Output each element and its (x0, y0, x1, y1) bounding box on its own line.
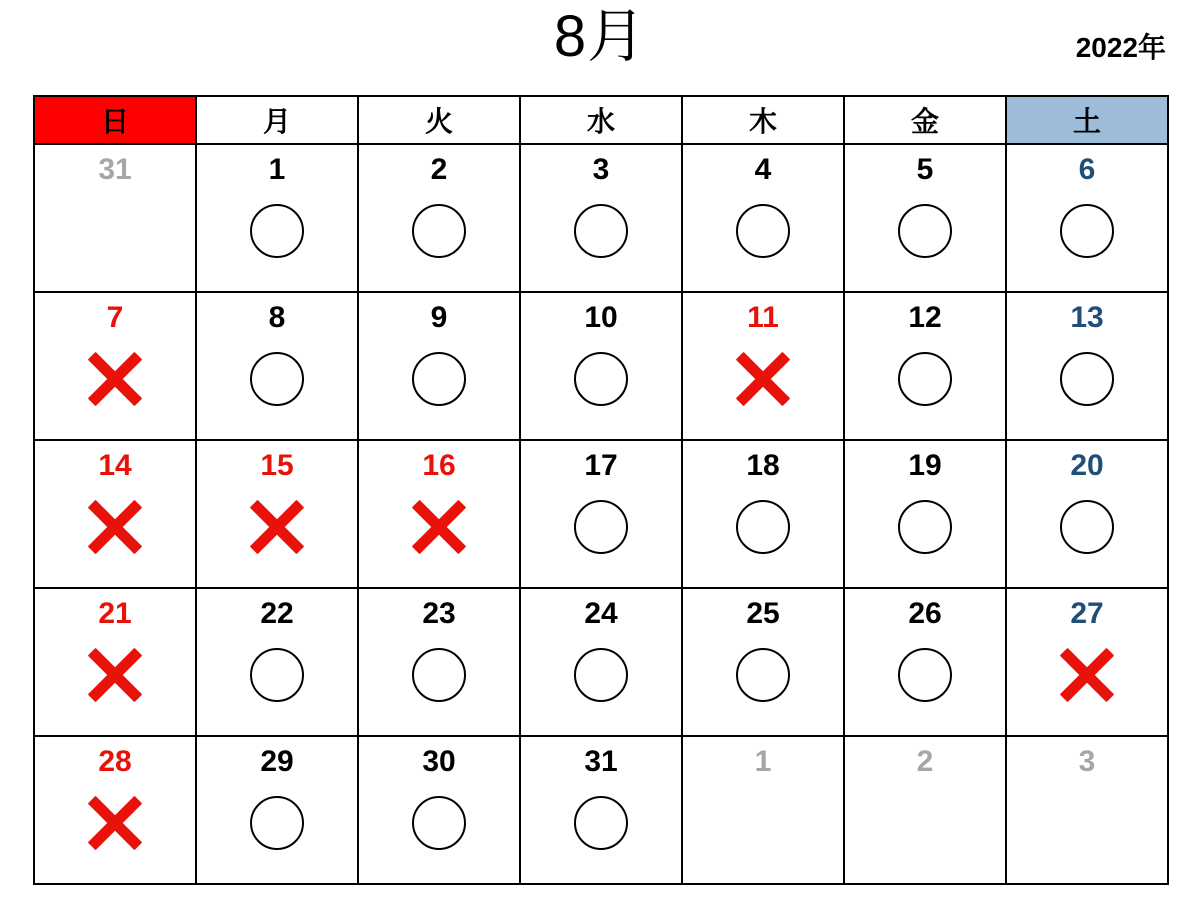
day-cell[interactable] (1006, 144, 1168, 292)
day-mark-area (359, 327, 519, 431)
day-mark-area (1007, 327, 1167, 431)
circle-icon (250, 648, 304, 702)
day-number: 6 (1078, 153, 1096, 186)
day-mark-area (521, 179, 681, 283)
day-number: 28 (98, 745, 132, 778)
day-cell[interactable] (520, 292, 682, 440)
cross-icon (1059, 647, 1115, 703)
circle-icon (1060, 500, 1114, 554)
day-number: 25 (746, 597, 780, 630)
day-cell[interactable] (196, 440, 358, 588)
circle-icon (736, 648, 790, 702)
circle-icon (412, 352, 466, 406)
day-number: 8 (268, 301, 286, 334)
day-cell[interactable] (358, 440, 520, 588)
day-number: 24 (584, 597, 618, 630)
calendar-week-row (34, 736, 1168, 884)
day-cell[interactable] (844, 736, 1006, 884)
cross-icon (735, 351, 791, 407)
day-mark-area (845, 771, 1005, 875)
day-cell[interactable] (34, 736, 196, 884)
day-cell[interactable] (34, 588, 196, 736)
circle-icon (574, 796, 628, 850)
day-number: 26 (908, 597, 942, 630)
circle-icon (736, 500, 790, 554)
day-cell[interactable] (358, 588, 520, 736)
day-number: 29 (260, 745, 294, 778)
weekday-header-row (34, 96, 1168, 144)
day-mark-area (197, 475, 357, 579)
day-number: 7 (106, 301, 124, 334)
day-cell[interactable] (1006, 588, 1168, 736)
calendar-body (34, 144, 1168, 884)
calendar-week-row (34, 588, 1168, 736)
day-number: 18 (746, 449, 780, 482)
circle-icon (898, 648, 952, 702)
day-cell[interactable] (682, 736, 844, 884)
day-cell[interactable] (682, 588, 844, 736)
cross-icon (87, 351, 143, 407)
day-cell[interactable] (196, 292, 358, 440)
day-number: 31 (98, 153, 132, 186)
day-cell[interactable] (682, 144, 844, 292)
day-mark-area (197, 179, 357, 283)
circle-icon (898, 352, 952, 406)
calendar-week-row (34, 144, 1168, 292)
day-number: 13 (1070, 301, 1104, 334)
day-mark-area (35, 623, 195, 727)
day-cell[interactable] (520, 736, 682, 884)
day-mark-area (197, 327, 357, 431)
day-number: 2 (916, 745, 934, 778)
day-number: 10 (584, 301, 618, 334)
day-cell[interactable] (520, 588, 682, 736)
day-number: 22 (260, 597, 294, 630)
day-cell[interactable] (844, 588, 1006, 736)
day-mark-area (197, 771, 357, 875)
day-mark-area (845, 623, 1005, 727)
circle-icon (250, 796, 304, 850)
weekday-header-saturday: 土 (1006, 96, 1168, 144)
circle-icon (574, 648, 628, 702)
day-mark-area (1007, 623, 1167, 727)
day-cell[interactable] (520, 440, 682, 588)
day-number: 30 (422, 745, 456, 778)
day-mark-area (521, 623, 681, 727)
day-mark-area (1007, 771, 1167, 875)
day-mark-area (359, 179, 519, 283)
day-mark-area (521, 771, 681, 875)
day-mark-area (683, 623, 843, 727)
day-cell[interactable] (682, 440, 844, 588)
day-number: 27 (1070, 597, 1104, 630)
day-mark-area (521, 327, 681, 431)
day-number: 21 (98, 597, 132, 630)
day-number: 5 (916, 153, 934, 186)
circle-icon (1060, 204, 1114, 258)
page-title: 8月 (553, 4, 647, 69)
day-mark-area (1007, 179, 1167, 283)
day-mark-area (35, 327, 195, 431)
day-number: 1 (754, 745, 772, 778)
day-cell[interactable] (520, 144, 682, 292)
day-number: 3 (592, 153, 610, 186)
weekday-header-sunday: 日 (34, 96, 196, 144)
circle-icon (736, 204, 790, 258)
day-cell[interactable] (34, 144, 196, 292)
weekday-header-thursday: 木 (682, 96, 844, 144)
day-number: 1 (268, 153, 286, 186)
calendar-table (33, 95, 1169, 885)
day-mark-area (521, 475, 681, 579)
day-cell[interactable] (1006, 292, 1168, 440)
day-cell[interactable] (196, 144, 358, 292)
day-cell[interactable] (358, 292, 520, 440)
day-mark-area (359, 771, 519, 875)
day-cell[interactable] (196, 588, 358, 736)
day-mark-area (35, 475, 195, 579)
day-mark-area (683, 771, 843, 875)
day-cell[interactable] (1006, 440, 1168, 588)
weekday-header-wednesday: 水 (520, 96, 682, 144)
circle-icon (1060, 352, 1114, 406)
circle-icon (574, 352, 628, 406)
circle-icon (250, 204, 304, 258)
day-number: 16 (422, 449, 456, 482)
day-number: 14 (98, 449, 132, 482)
calendar-week-row (34, 440, 1168, 588)
circle-icon (250, 352, 304, 406)
day-number: 2 (430, 153, 448, 186)
day-number: 17 (584, 449, 618, 482)
day-mark-area (845, 327, 1005, 431)
day-mark-area (359, 623, 519, 727)
day-cell[interactable] (1006, 736, 1168, 884)
weekday-header-tuesday: 火 (358, 96, 520, 144)
day-mark-area (683, 475, 843, 579)
day-mark-area (845, 475, 1005, 579)
cross-icon (87, 795, 143, 851)
day-number: 15 (260, 449, 294, 482)
day-number: 9 (430, 301, 448, 334)
day-mark-area (197, 623, 357, 727)
day-number: 20 (1070, 449, 1104, 482)
weekday-header-monday: 月 (196, 96, 358, 144)
cross-icon (87, 499, 143, 555)
circle-icon (898, 204, 952, 258)
day-mark-area (359, 475, 519, 579)
day-mark-area (1007, 475, 1167, 579)
day-cell[interactable] (844, 292, 1006, 440)
day-number: 23 (422, 597, 456, 630)
circle-icon (412, 204, 466, 258)
cross-icon (249, 499, 305, 555)
day-cell[interactable] (358, 144, 520, 292)
circle-icon (898, 500, 952, 554)
day-number: 19 (908, 449, 942, 482)
day-cell[interactable] (34, 440, 196, 588)
weekday-header-friday: 金 (844, 96, 1006, 144)
day-number: 31 (584, 745, 618, 778)
circle-icon (574, 500, 628, 554)
cross-icon (411, 499, 467, 555)
day-mark-area (683, 179, 843, 283)
calendar-week-row (34, 292, 1168, 440)
day-cell[interactable] (844, 440, 1006, 588)
year-label: 2022年 (1075, 32, 1166, 63)
day-cell[interactable] (34, 292, 196, 440)
day-number: 3 (1078, 745, 1096, 778)
day-number: 12 (908, 301, 942, 334)
day-mark-area (845, 179, 1005, 283)
day-number: 11 (747, 301, 779, 334)
calendar-header (0, 0, 1200, 90)
circle-icon (412, 796, 466, 850)
day-mark-area (35, 771, 195, 875)
day-mark-area (35, 179, 195, 283)
circle-icon (412, 648, 466, 702)
day-cell[interactable] (196, 736, 358, 884)
day-mark-area (683, 327, 843, 431)
day-cell[interactable] (682, 292, 844, 440)
cross-icon (87, 647, 143, 703)
day-cell[interactable] (844, 144, 1006, 292)
day-number: 4 (754, 153, 772, 186)
circle-icon (574, 204, 628, 258)
day-cell[interactable] (358, 736, 520, 884)
